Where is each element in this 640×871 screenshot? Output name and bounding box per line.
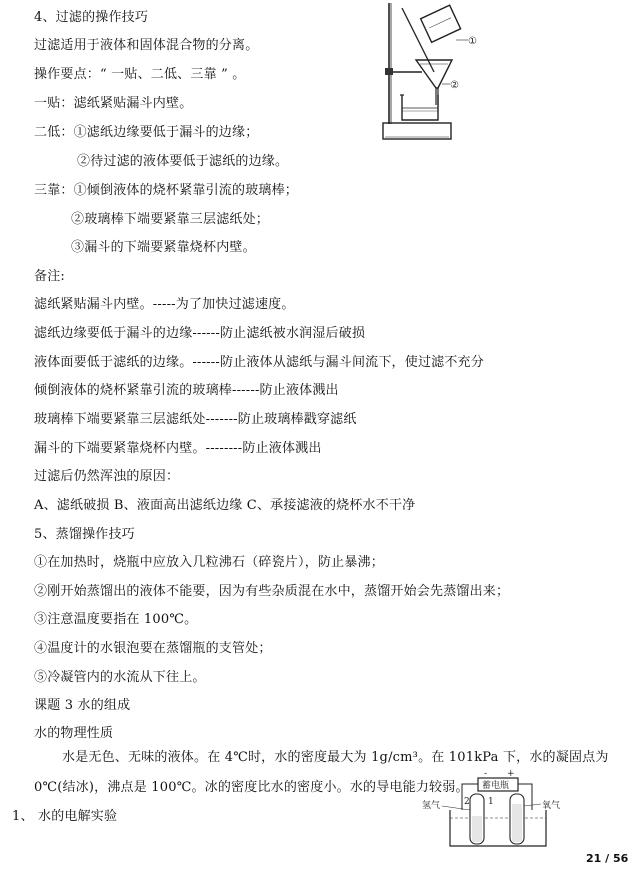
physical-properties-text: 水是无色、无味的液体。在 4℃时，水的密度最大为 1g/cm³。在 101kPa 下，水的凝固点为 0℃(结冰)，沸点是 100℃。冰的密度比水的密度小。水的导电能力较弱。 bbox=[34, 750, 609, 795]
collecting-beaker bbox=[402, 95, 438, 120]
turbid-reasons: A、滤纸破损 B、液面高出滤纸边缘 C、承接滤液的烧杯水不干净 bbox=[34, 498, 416, 513]
er-di-text-1: 二低：①滤纸边缘要低于漏斗的边缘； bbox=[34, 125, 259, 140]
electrolysis-heading: 1、 水的电解实验 bbox=[12, 809, 118, 824]
distillation-item: ④温度计的水银泡要在蒸馏瓶的支管处； bbox=[34, 641, 272, 656]
figure-label-2: ② bbox=[450, 80, 459, 91]
tube-number-1: 1 bbox=[488, 797, 494, 807]
note-line: 滤纸边缘要低于漏斗的边缘------防止滤纸被水润湿后破损 bbox=[34, 326, 366, 341]
note-line: 玻璃棒下端要紧靠三层滤纸处-------防止玻璃棒戳穿滤纸 bbox=[34, 412, 357, 427]
tube-number-2: 2 bbox=[464, 797, 470, 807]
san-kao-text-2: ②玻璃棒下端要紧靠三层滤纸处； bbox=[71, 212, 270, 227]
notes-label: 备注: bbox=[34, 269, 65, 284]
note-line: 漏斗的下端要紧靠烧杯内壁。--------防止液体溅出 bbox=[34, 441, 322, 456]
turbid-question: 过滤后仍然浑浊的原因： bbox=[34, 469, 180, 484]
san-kao-text-1: 三靠：①倾倒液体的烧杯紧靠引流的玻璃棒； bbox=[34, 183, 299, 198]
right-gas-label: 氧气 bbox=[542, 801, 561, 811]
distillation-item: ①在加热时，烧瓶中应放入几粒沸石（碎瓷片），防止暴沸； bbox=[34, 555, 384, 570]
electrolysis-apparatus-figure bbox=[420, 770, 570, 848]
section-heading: 4、过滤的操作技巧 bbox=[34, 10, 149, 25]
left-gas-label: 氢气 bbox=[422, 801, 441, 811]
note-line: 倾倒液体的烧杯紧靠引流的玻璃棒------防止液体溅出 bbox=[34, 383, 339, 398]
filtration-apparatus-figure bbox=[380, 0, 500, 145]
section-heading: 5、蒸馏操作技巧 bbox=[34, 527, 135, 542]
water-trough bbox=[450, 810, 546, 846]
pouring-beaker bbox=[421, 5, 461, 42]
physical-properties-title: 水的物理性质 bbox=[34, 726, 114, 741]
san-kao-text-3: ③漏斗的下端要紧靠烧杯内壁。 bbox=[71, 240, 256, 255]
note-line: 滤纸紧贴漏斗内壁。-----为了加快过滤速度。 bbox=[34, 297, 295, 312]
page-number: 21 / 56 bbox=[586, 852, 629, 865]
distillation-item: ⑤冷凝管内的水流从下往上。 bbox=[34, 670, 206, 685]
note-line: 液体面要低于滤纸的边缘。------防止液体从滤纸与漏斗间流下，使过滤不充分 bbox=[34, 355, 484, 370]
figure-label-1: ① bbox=[468, 36, 477, 47]
distillation-item: ②刚开始蒸馏出的液体不能要，因为有些杂质混在水中，蒸馏开始会先蒸馏出来； bbox=[34, 584, 510, 599]
battery-label: 蓄电瓶 bbox=[482, 781, 510, 791]
er-di-text-2: ②待过滤的液体要低于滤纸的边缘。 bbox=[77, 154, 289, 169]
lesson-title: 课题 3 水的组成 bbox=[34, 698, 131, 713]
key-points-text: 操作要点：“ 一贴、二低、三靠 ” 。 bbox=[34, 67, 246, 82]
minus-sign: - bbox=[484, 770, 488, 779]
stand-base bbox=[383, 123, 451, 139]
plus-sign: + bbox=[507, 770, 515, 779]
distillation-item: ③注意温度要指在 100℃。 bbox=[34, 612, 198, 627]
yi-tie-text: 一贴：滤纸紧贴漏斗内壁。 bbox=[34, 96, 193, 111]
intro-text: 过滤适用于液体和固体混合物的分离。 bbox=[34, 38, 259, 53]
